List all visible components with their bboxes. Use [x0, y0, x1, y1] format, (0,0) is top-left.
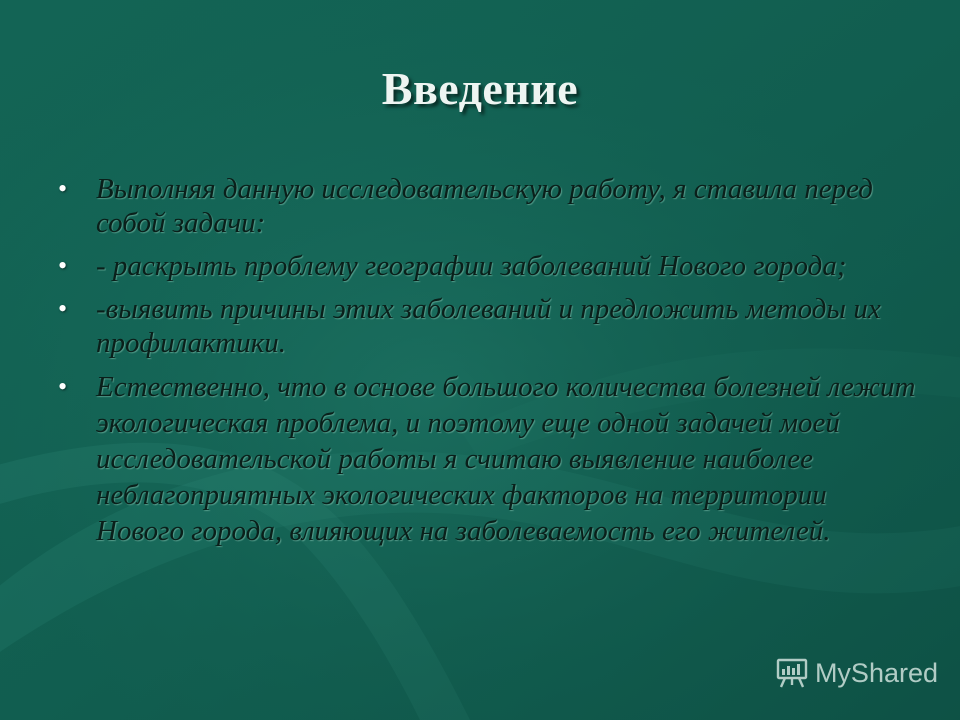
- bullet-marker: •: [58, 294, 68, 323]
- presentation-board-icon: [775, 656, 809, 690]
- bullet-item: [58, 249, 918, 283]
- slide-title: Введение: [381, 63, 579, 114]
- bullet-item: [58, 292, 918, 360]
- bullet-marker: •: [58, 251, 68, 280]
- myshared-watermark: [775, 656, 938, 690]
- bullet-text: - раскрыть проблему географии заболеваний Нового города;: [96, 250, 847, 282]
- bullet-list: [58, 172, 918, 558]
- bullet-text: Выполняя данную исследовательскую работу, я ставила перед собой задачи:: [96, 173, 873, 239]
- bullet-item: [58, 172, 918, 240]
- bullet-text: Естественно, что в основе большого количества болезней лежит экологическая проблема, и поэтому еще одной задачей моей исследовательской работы я считаю выявление наиболее неблагоприятных экологических факторов на территории Нового города, влияющих на заболеваемость его жителей.: [96, 371, 916, 547]
- watermark-text: MyShared: [814, 657, 938, 688]
- bullet-marker: •: [58, 174, 68, 203]
- bullet-marker: •: [58, 372, 68, 401]
- bullet-text: -выявить причины этих заболеваний и предложить методы их профилактики.: [96, 293, 881, 359]
- bullet-item: [58, 369, 918, 549]
